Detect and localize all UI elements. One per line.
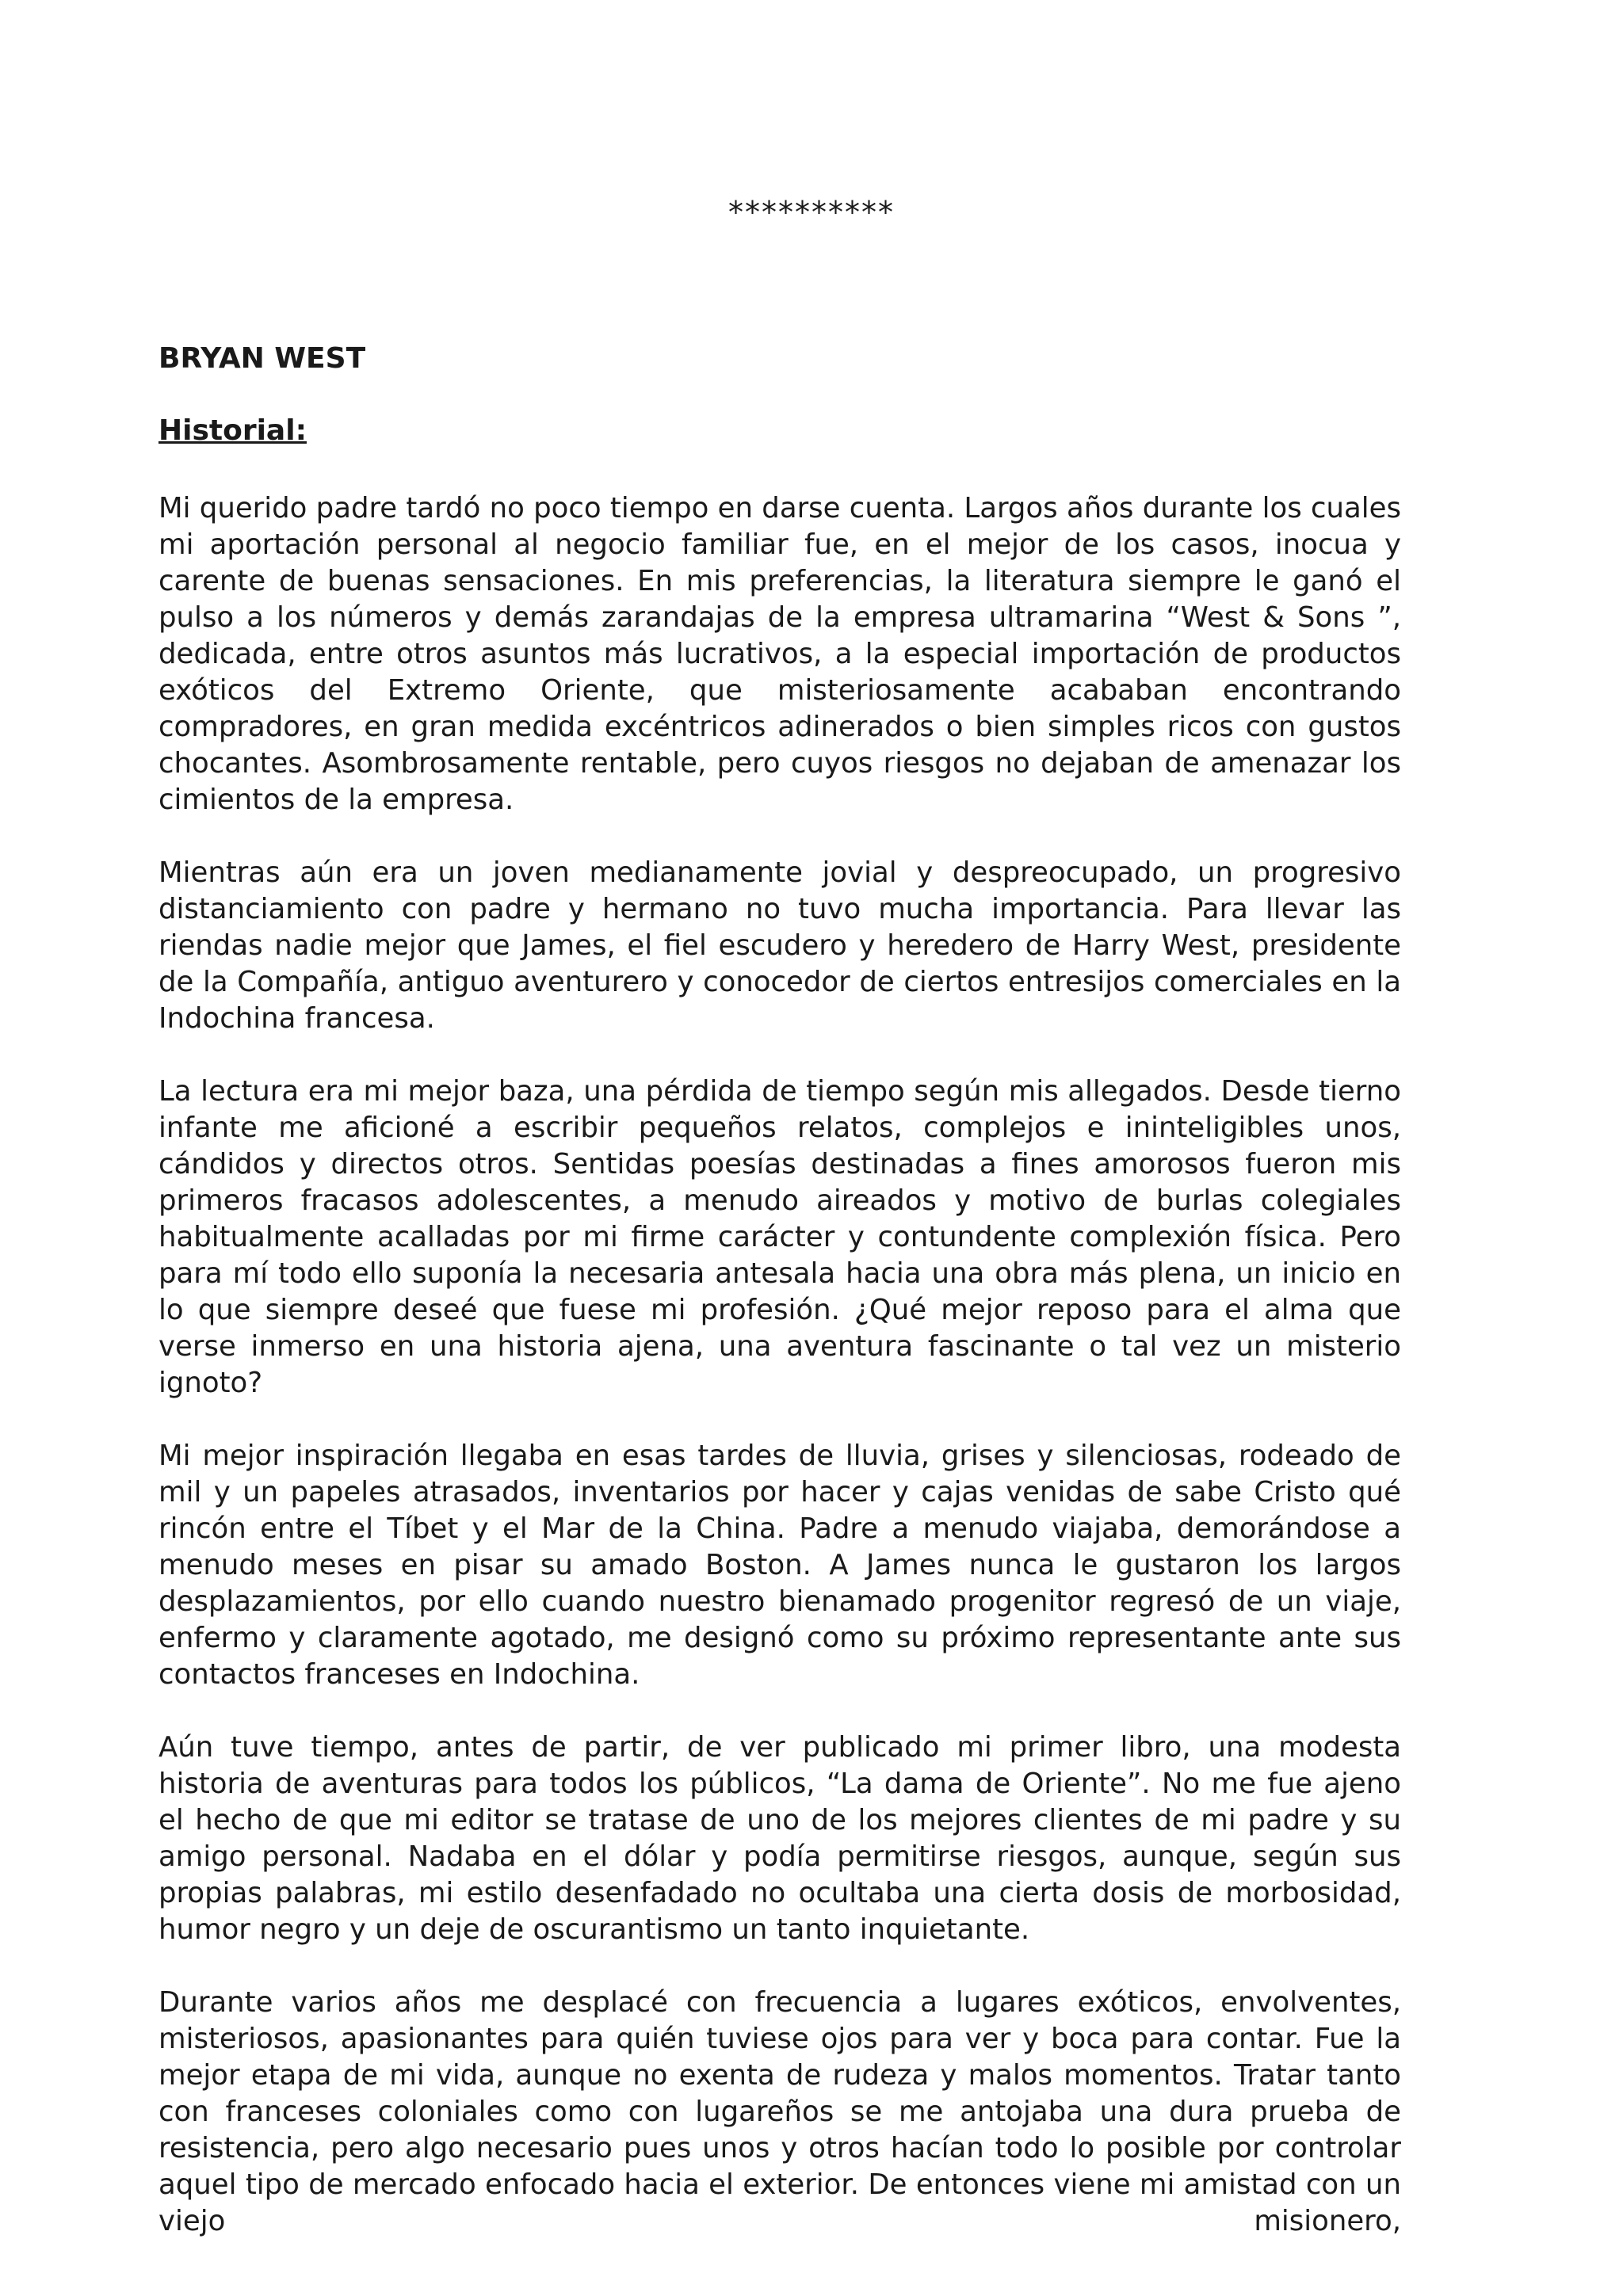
section-heading: Historial: [158, 414, 307, 447]
section-separator: ********** [728, 195, 895, 230]
paragraph: La lectura era mi mejor baza, una pérdida de tiempo según mis allegados. Desde tierno infante me aficioné a escribir pequeños relatos, complejos e ininteligibles unos, cándidos y directos otros. Sentidas poesías destinadas a fines amorosos fueron mis primeros fracasos adolescentes, a menudo aireados y motivo de burlas colegiales habitualmente acalladas por mi firme carácter y contundente complexión física. Pero para mí todo ello suponía la necesaria antesala hacia una obra más plena, un inicio en lo que siempre deseé que fuese mi profesión. ¿Qué mejor reposo para el alma que verse inmerso en una historia ajena, una aventura fascinante o tal vez un misterio ignoto? [158, 1075, 1401, 1399]
document-body [158, 341, 1401, 2240]
paragraph: Aún tuve tiempo, antes de partir, de ver publicado mi primer libro, una modesta historia de aventuras para todos los públicos, “La dama de Oriente”. No me fue ajeno el hecho de que mi editor se tratase de uno de los mejores clientes de mi padre y su amigo personal. Nadaba en el dólar y podía permitirse riesgos, aunque, según sus propias palabras, mi estilo desenfadado no ocultaba una cierta dosis de morbosidad, humor negro y un deje de oscurantismo un tanto inquietante. [158, 1731, 1401, 1946]
character-name: BRYAN WEST [158, 342, 366, 375]
paragraph: Durante varios años me desplacé con frecuencia a lugares exóticos, envolventes, misteriosos, apasionantes para quién tuviese ojos para ver y boca para contar. Fue la mejor etapa de mi vida, aunque no exenta de rudeza y malos momentos. Tratar tanto con franceses coloniales como con lugareños se me antojaba una dura prueba de resistencia, pero algo necesario pues unos y otros hacían todo lo posible por controlar aquel tipo de mercado enfocado hacia el exterior. De entonces viene mi amistad con un viejo misionero, [158, 1986, 1401, 2237]
paragraph: Mi querido padre tardó no poco tiempo en darse cuenta. Largos años durante los cuales mi aportación personal al negocio familiar fue, en el mejor de los casos, inocua y carente de buenas sensaciones. En mis preferencias, la literatura siempre le ganó el pulso a los números y demás zarandajas de la empresa ultramarina “West & Sons ”, dedicada, entre otros asuntos más lucrativos, a la especial importación de productos exóticos del Extremo Oriente, que misteriosamente acababan encontrando compradores, en gran medida excéntricos adinerados o bien simples ricos con gustos chocantes. Asombrosamente rentable, pero cuyos riesgos no dejaban de amenazar los cimientos de la empresa. [158, 492, 1401, 816]
paragraph-list [158, 490, 1401, 2240]
paragraph: Mientras aún era un joven medianamente jovial y despreocupado, un progresivo distanciamiento con padre y hermano no tuvo mucha importancia. Para llevar las riendas nadie mejor que James, el fiel escudero y heredero de Harry West, presidente de la Compañía, antiguo aventurero y conocedor de ciertos entresijos comerciales en la Indochina francesa. [158, 856, 1401, 1035]
paragraph: Mi mejor inspiración llegaba en esas tardes de lluvia, grises y silenciosas, rodeado de mil y un papeles atrasados, inventarios por hacer y cajas venidas de sabe Cristo qué rincón entre el Tíbet y el Mar de la China. Padre a menudo viajaba, demorándose a menudo meses en pisar su amado Boston. A James nunca le gustaron los largos desplazamientos, por ello cuando nuestro bienamado progenitor regresó de un viaje, enfermo y claramente agotado, me designó como su próximo representante ante sus contactos franceses en Indochina. [158, 1440, 1401, 1691]
